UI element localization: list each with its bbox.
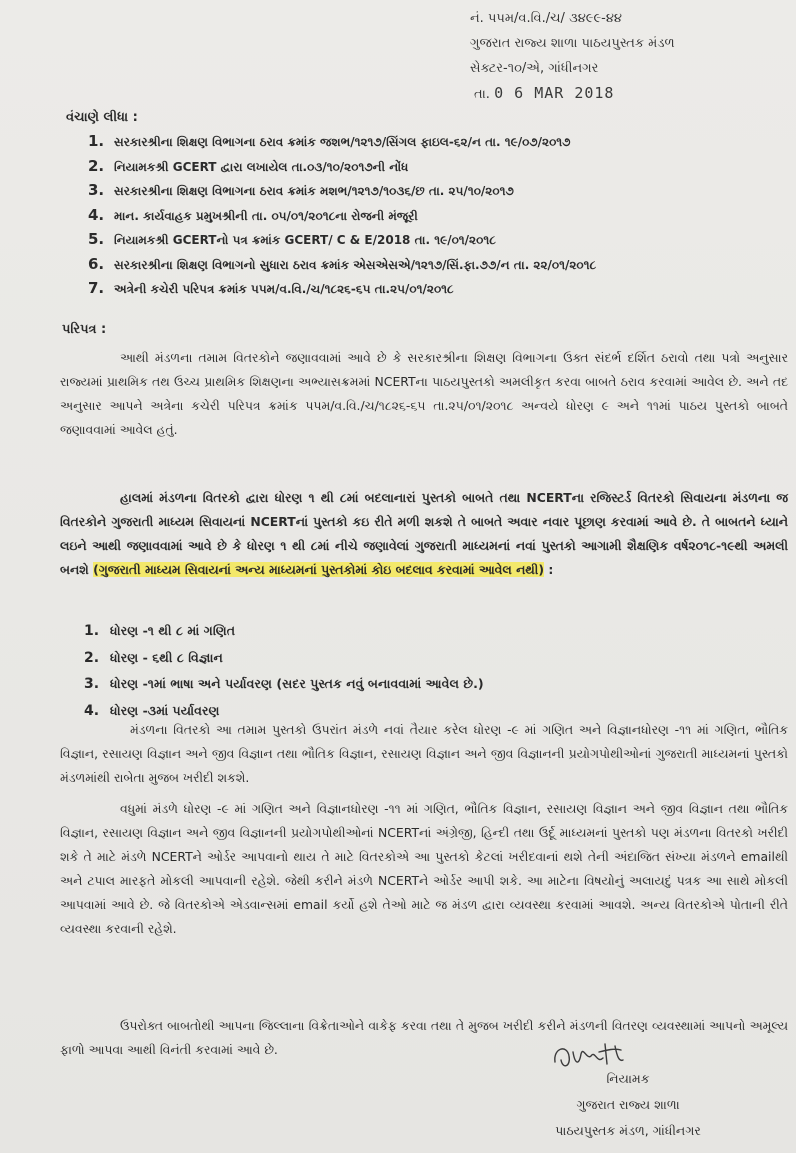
paragraph-ncert-order: વધુમાં મંડળે ધોરણ -૯ માં ગણિત અને વિજ્ઞાનધોરણ -૧૧ માં ગણિત, ભૌતિક વિજ્ઞાન, રસાયણ વિજ્ઞાન અને જીવ વિજ્ઞાન તથા ભૌતિક વિજ્ઞાન, રસાયણ વિજ્ઞાન અને જીવ વિજ્ઞાનની પ્રયોગપોથીઓનાં NCERTનાં અંગ્રેજી, હિન્દી તથા ઉર્દૂ માધ્યમનાં પુસ્તકો પણ મંડળના વિતરકો ખરીદી શકે તે માટે મંડળે NCERTને ઓર્ડર આપવાનો થાય તે માટે વિતરકોએ આ પુસ્તકો કેટલાં ખરીદવાનાં થશે તેની અંદાજિત સંખ્યા મંડળને emailથી અને ટપાલ મારફતે મોકલી આપવાની રહેશે. જેથી કરીને મંડળે NCERTને ઓર્ડર આપી શકે. આ માટેના વિષયોનું અલાયદું પત્રક આ સાથે મોકલી આપવામાં આવે છે. જે વિતરકોએ એડવાન્સમાં email કર્યો હશે તેઓ માટે જ મંડળ દ્વારા વ્યવસ્થા કરવામાં આવશે. અન્ય વિતરકોએ પોતાની રીતે વ્યવસ્થા કરવાની રહેશે.	[60, 801, 788, 936]
date-label: તા.	[474, 87, 490, 102]
circular-title: પરિપત્ર :	[62, 322, 107, 337]
signature-block	[498, 1066, 758, 1144]
signatory-org-line1: ગુજરાત રાજ્ય શાળા	[576, 1097, 680, 1112]
subjects-list	[84, 618, 484, 724]
reference-item: 2. નિયામકશ્રી GCERT દ્વારા લખાયેલ તા.૦૩/૧૦/૨૦૧૭ની નોંધ	[88, 156, 409, 175]
reference-number: નં. પપમ/વ.વિ./ચ/ ૩૪૯૯-૪૪	[470, 11, 622, 26]
date-line	[474, 81, 794, 107]
subject-item: 2. ધોરણ - ૬થી ૮ વિજ્ઞાન	[84, 649, 223, 666]
signatory-designation: નિયામક	[606, 1071, 650, 1086]
reference-item: 4. માન. કાર્યવાહક પ્રમુખશ્રીની તા. ૦૫/૦૧/૨૦૧૮ના રોજની મંજૂરી	[88, 205, 418, 224]
reference-item: 7. અત્રેની કચેરી પરિપત્ર ક્રમાંક પપમ/વ.વિ./ચ/૧૮૨૬-૬૫ તા.૨૫/૦૧/૨૦૧૮	[88, 279, 454, 297]
paragraph-new-books	[60, 486, 788, 582]
office-address: સેક્ટર-૧૦/એ, ગાંધીનગર	[470, 61, 599, 76]
highlighted-note: (ગુજરાતી માધ્યમ સિવાયનાં અન્ય માધ્યમનાં પુસ્તકોમાં કોઇ બદલાવ કરવામાં આવેલ નથી)	[93, 562, 545, 577]
date-stamp: 0 6 MAR 2018	[494, 84, 615, 102]
reference-item: 5. નિયામકશ્રી GCERTનો પત્ર ક્રમાંક GCERT/ C & E/2018 તા. ૧૯/૦૧/૨૦૧૮	[88, 230, 496, 248]
paragraph-new-books-text: હાલમાં મંડળના વિતરકો દ્વારા ધોરણ ૧ થી ૮માં બદલાનારાં પુસ્તકો બાબતે તથા NCERTના રજિસ્ટર્ડ વિતરકો સિવાયના મંડળના જ વિતરકોને ગુજરાતી માધ્યમ સિવાયનાં NCERTનાં પુસ્તકો કઇ રીતે મળી શકશે તે બાબતે અવાર નવાર પૂછાણ કરવામાં આવે છે. તે બાબતને ધ્યાને લઇને આથી જણાવવામાં આવે છે કે ધોરણ ૧ થી ૮માં નીચે જણાવેલાં ગુજરાતી માધ્યમનાં નવાં પુસ્તકો આગામી શૈક્ષણિક વર્ષ૨૦૧૮-૧૯થી અમલી બનશે	[60, 490, 788, 577]
subject-item: 1. ધોરણ -૧ થી ૮ માં ગણિત	[84, 623, 236, 639]
paragraph-request: ઉપરોક્ત બાબતોથી આપના જિલ્લાના વિક્રેતાઓને વાકેફ કરવા તથા તે મુજબ ખરીદી કરીને મંડળની વિતરણ વ્યવસ્થામાં આપનો અમૂલ્ય ફાળો આપવા આથી વિનંતી કરવામાં આવે છે.	[60, 1018, 788, 1057]
letter-header	[470, 6, 790, 107]
paragraph-intro: આથી મંડળના તમામ વિતરકોને જણાવવામાં આવે છે કે સરકારશ્રીના શિક્ષણ વિભાગના ઉક્ત સંદર્ભ દર્શિત ઠરાવો તથા પત્રો અનુસાર રાજ્યમાં પ્રાથમિક તથ ઉચ્ચ પ્રાથમિક શિક્ષણના અભ્યાસક્રમમાં NCERTના પાઠયપુસ્તકો અમલીકૃત કરવા બાબતે ઠરાવ કરવામાં આવેલ છે. અને તદ અનુસાર આપને અત્રેના કચેરી પરિપત્ર ક્રમાંક પપમ/વ.વિ./ચ/૧૮૨૬-૬૫ તા.૨૫/૦૧/૨૦૧૮ અન્વયે ધોરણ ૯ અને ૧૧માં પાઠય પુસ્તકો બાબતે જણાવવામાં આવેલ હતું.	[60, 350, 788, 437]
office-name: ગુજરાત રાજ્ય શાળા પાઠયપુસ્તક મંડળ	[470, 36, 675, 51]
reference-item: 1. સરકારશ્રીના શિક્ષણ વિભાગના ઠરાવ ક્રમાંક જશભ/૧૨૧૭/સિંગલ ફાઇલ-૬૨/ન તા. ૧૯/૦૭/૨૦૧૭	[88, 132, 571, 150]
reference-item: 3. સરકારશ્રીના શિક્ષણ વિભાગના ઠરાવ ક્રમાંક મશભ/૧૨૧૭/૧૦૩૬/છ તા. ૨૫/૧૦/૨૦૧૭	[88, 181, 514, 199]
paragraph-new-books-end: :	[544, 562, 554, 577]
paragraph-gujarati-books: મંડળના વિતરકો આ તમામ પુસ્તકો ઉપરાંત મંડળે નવાં તૈયાર કરેલ ધોરણ -૯ માં ગણિત અને વિજ્ઞાનધોરણ -૧૧ માં ગણિત, ભૌતિક વિજ્ઞાન, રસાયણ વિજ્ઞાન અને જીવ વિજ્ઞાન તથા ભૌતિક વિજ્ઞાન, રસાયણ વિજ્ઞાન અને જીવ વિજ્ઞાનની પ્રયોગપોથીઓનાં ગુજરાતી માધ્યમનાં પુસ્તકો મંડળમાંથી રાબેતા મુજબ ખરીદી શકશે.	[60, 722, 788, 785]
reference-item: 6. સરકારશ્રીના શિક્ષણ વિભાગનો સુધારા ઠરાવ ક્રમાંક એસએસએ/૧૨૧૭/સિં.ફા.૭૭/ન તા. ૨૨/૦૧/૨૦૧૮	[88, 254, 597, 273]
references-title: વંચાણે લીધા :	[66, 110, 138, 125]
signatory-org-line2: પાઠયપુસ્તક મંડળ, ગાંધીનગર	[555, 1123, 701, 1138]
subject-item: 4. ધોરણ -૩માં પર્યાવરણ	[84, 702, 220, 719]
references-list	[88, 130, 788, 302]
subject-item: 3. ધોરણ -૧માં ભાષા અને પર્યાવરણ (સદર પુસ્તક નવું બનાવવામાં આવેલ છે.)	[84, 676, 484, 692]
